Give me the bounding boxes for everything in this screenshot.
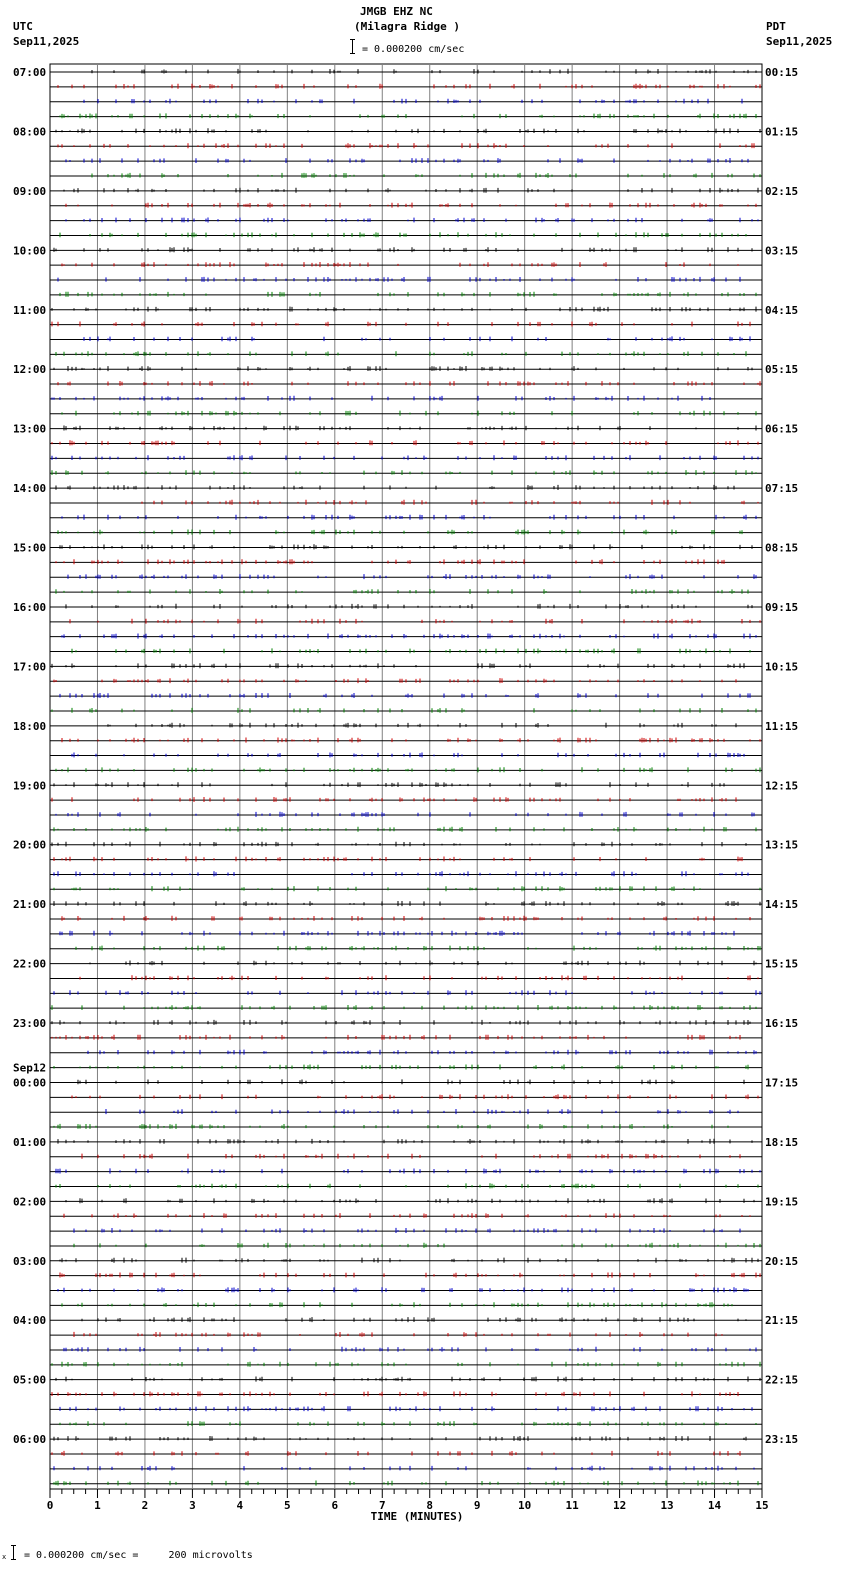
trace-wiggle xyxy=(60,1273,760,1278)
trace-wiggle xyxy=(58,381,760,386)
trace-wiggle xyxy=(106,1109,738,1114)
left-hour-label: 21:00 xyxy=(13,898,47,912)
trace-wiggle xyxy=(80,975,758,980)
x-tick-label: 13 xyxy=(660,1499,674,1512)
left-hour-label: 22:00 xyxy=(13,957,47,971)
trace-wiggle xyxy=(54,871,748,876)
x-tick-label: 11 xyxy=(565,1499,579,1512)
trace-wiggle xyxy=(76,946,760,951)
trace-wiggle xyxy=(62,262,738,267)
x-tick-label: 3 xyxy=(189,1499,196,1512)
trace-lines xyxy=(50,69,762,1486)
trace-wiggle xyxy=(68,574,756,579)
trace-wiggle xyxy=(60,1258,758,1263)
right-date: Sep11,2025 xyxy=(766,35,833,48)
trace-wiggle xyxy=(56,812,754,817)
trace-wiggle xyxy=(62,634,756,639)
x-tick-label: 12 xyxy=(612,1499,627,1512)
right-hour-label: 00:15 xyxy=(765,66,799,79)
trace-wiggle xyxy=(84,99,742,104)
trace-wiggle xyxy=(54,856,742,861)
right-hour-label: 03:15 xyxy=(765,244,799,258)
left-hour-label: 04:00 xyxy=(13,1314,47,1328)
left-hour-label: 11:00 xyxy=(13,303,47,317)
trace-wiggle xyxy=(54,1466,754,1471)
right-hour-label: 15:15 xyxy=(765,957,799,971)
right-hour-label: 04:15 xyxy=(765,303,799,317)
footer-scale-text: = 0.000200 cm/sec = 200 microvolts xyxy=(24,1550,253,1561)
trace-wiggle xyxy=(72,753,744,758)
trace-wiggle xyxy=(54,827,756,832)
right-hour-label: 14:15 xyxy=(765,898,799,912)
x-tick-label: 10 xyxy=(518,1499,532,1512)
x-tick-label: 0 xyxy=(46,1499,54,1512)
left-hour-label: 23:00 xyxy=(13,1017,47,1031)
trace-wiggle xyxy=(52,1451,740,1456)
trace-wiggle xyxy=(64,1347,756,1352)
right-hour-label: 12:15 xyxy=(765,779,799,793)
trace-wiggle xyxy=(52,307,756,312)
trace-wiggle xyxy=(62,916,750,921)
trace-wiggle xyxy=(78,1079,744,1084)
x-tick-label: 4 xyxy=(236,1499,244,1512)
trace-wiggle xyxy=(52,708,756,713)
trace-wiggle xyxy=(54,1065,748,1070)
trace-wiggle xyxy=(66,158,748,163)
trace-wiggle xyxy=(58,530,742,535)
trace-wiggle xyxy=(90,961,756,966)
right-hour-label: 09:15 xyxy=(765,600,799,614)
left-hour-label: 18:00 xyxy=(13,719,47,733)
trace-wiggle xyxy=(58,1287,748,1292)
trace-wiggle xyxy=(60,292,756,297)
trace-wiggle xyxy=(64,1213,750,1218)
scale-text: = 0.000200 cm/sec xyxy=(362,44,465,55)
trace-wiggle xyxy=(56,1168,760,1173)
right-hour-label: 07:15 xyxy=(765,482,799,496)
right-hour-label: 02:15 xyxy=(765,184,799,198)
trace-wiggle xyxy=(54,366,752,371)
trace-wiggle xyxy=(142,500,758,505)
date-change-label: Sep12 xyxy=(13,1061,47,1075)
trace-wiggle xyxy=(92,69,756,74)
trace-wiggle xyxy=(72,648,750,653)
right-hour-label: 20:15 xyxy=(765,1254,799,1268)
trace-wiggle xyxy=(52,440,758,445)
trace-wiggle xyxy=(58,143,754,148)
right-hour-label: 16:15 xyxy=(765,1017,799,1031)
trace-wiggle xyxy=(52,1362,760,1367)
trace-wiggle xyxy=(56,128,760,133)
left-hour-label: 00:00 xyxy=(13,1076,47,1090)
trace-wiggle xyxy=(56,1377,760,1382)
trace-wiggle xyxy=(54,247,752,252)
left-date: Sep11,2025 xyxy=(13,35,80,48)
right-hour-label: 05:15 xyxy=(765,363,799,377)
trace-wiggle xyxy=(56,767,760,772)
trace-wiggle xyxy=(52,1035,740,1040)
trace-wiggle xyxy=(52,1005,756,1010)
trace-wiggle xyxy=(62,1302,732,1307)
trace-wiggle xyxy=(52,1020,750,1025)
trace-wiggle xyxy=(52,455,758,460)
left-timezone: UTC xyxy=(13,20,33,33)
trace-wiggle xyxy=(58,84,760,89)
trace-wiggle xyxy=(58,1139,752,1144)
trace-wiggle xyxy=(82,1154,740,1159)
trace-wiggle xyxy=(64,426,756,431)
left-hour-label: 17:00 xyxy=(13,660,47,674)
trace-wiggle xyxy=(56,559,724,564)
trace-wiggle xyxy=(56,351,746,356)
trace-wiggle xyxy=(84,336,750,341)
right-hour-label: 23:15 xyxy=(765,1433,799,1447)
trace-wiggle xyxy=(82,1317,746,1322)
x-tick-label: 2 xyxy=(141,1499,149,1512)
trace-wiggle xyxy=(70,619,760,624)
left-hour-label: 07:00 xyxy=(13,66,47,79)
trace-wiggle xyxy=(60,1406,752,1411)
x-tick-label: 7 xyxy=(378,1499,386,1512)
left-hour-label: 08:00 xyxy=(13,125,47,139)
left-hour-label: 02:00 xyxy=(13,1195,47,1209)
right-hour-label: 18:15 xyxy=(765,1135,799,1149)
x-tick-label: 15 xyxy=(755,1499,769,1512)
x-axis-label: TIME (MINUTES) xyxy=(370,1510,464,1523)
x-tick-label: 6 xyxy=(331,1499,339,1512)
trace-wiggle xyxy=(54,1481,758,1486)
left-hour-label: 03:00 xyxy=(13,1254,47,1268)
trace-wiggle xyxy=(66,604,752,609)
trace-wiggle xyxy=(74,1228,740,1233)
footer-scale-bar-icon xyxy=(11,1545,17,1560)
footer-marker: x xyxy=(2,1553,7,1561)
trace-wiggle xyxy=(60,113,756,118)
left-hour-label: 15:00 xyxy=(13,541,47,555)
right-hour-label: 01:15 xyxy=(765,125,799,139)
right-hour-label: 08:15 xyxy=(765,541,799,555)
left-hour-label: 05:00 xyxy=(13,1373,47,1387)
axis-labels xyxy=(13,66,798,1523)
right-hour-label: 10:15 xyxy=(765,660,799,674)
left-hour-label: 06:00 xyxy=(13,1433,47,1447)
trace-wiggle xyxy=(56,1183,758,1188)
trace-wiggle xyxy=(66,218,758,223)
trace-wiggle xyxy=(74,1243,760,1248)
trace-wiggle xyxy=(54,1124,728,1129)
left-hour-label: 13:00 xyxy=(13,422,47,436)
right-timezone: PDT xyxy=(766,20,786,33)
trace-wiggle xyxy=(56,485,734,490)
trace-wiggle xyxy=(66,1198,754,1203)
trace-wiggle xyxy=(60,232,746,237)
trace-wiggle xyxy=(66,203,756,208)
trace-wiggle xyxy=(62,411,756,416)
trace-wiggle xyxy=(64,188,758,193)
trace-wiggle xyxy=(54,782,724,787)
trace-wiggle xyxy=(60,1421,756,1426)
trace-wiggle xyxy=(52,842,746,847)
left-hour-label: 01:00 xyxy=(13,1135,47,1149)
trace-wiggle xyxy=(60,544,752,549)
trace-wiggle xyxy=(54,886,760,891)
trace-wiggle xyxy=(52,396,710,401)
left-hour-label: 09:00 xyxy=(13,184,47,198)
trace-wiggle xyxy=(52,470,756,475)
right-hour-label: 19:15 xyxy=(765,1195,799,1209)
right-hour-label: 13:15 xyxy=(765,838,799,852)
left-hour-label: 14:00 xyxy=(13,482,47,496)
trace-wiggle xyxy=(54,1436,746,1441)
right-hour-label: 06:15 xyxy=(765,422,799,436)
trace-wiggle xyxy=(54,990,760,995)
station-location: (Milagra Ridge ) xyxy=(354,20,460,33)
trace-wiggle xyxy=(52,797,736,802)
station-name: JMGB EHZ NC xyxy=(360,5,433,18)
right-hour-label: 11:15 xyxy=(765,719,799,733)
trace-wiggle xyxy=(60,931,734,936)
trace-wiggle xyxy=(62,515,756,520)
left-hour-label: 16:00 xyxy=(13,600,47,614)
trace-wiggle xyxy=(52,663,744,668)
trace-wiggle xyxy=(52,1391,738,1396)
trace-wiggle xyxy=(108,723,736,728)
left-hour-label: 19:00 xyxy=(13,779,47,793)
trace-wiggle xyxy=(60,693,750,698)
trace-wiggle xyxy=(52,322,750,327)
trace-wiggle xyxy=(54,678,736,683)
x-tick-label: 8 xyxy=(426,1499,434,1512)
right-hour-label: 22:15 xyxy=(765,1373,799,1387)
x-tick-label: 1 xyxy=(94,1499,101,1512)
trace-wiggle xyxy=(62,738,760,743)
right-hour-label: 17:15 xyxy=(765,1076,799,1090)
left-hour-label: 10:00 xyxy=(13,244,47,258)
left-hour-label: 20:00 xyxy=(13,838,47,852)
right-hour-label: 21:15 xyxy=(765,1314,799,1328)
trace-wiggle xyxy=(74,1332,722,1337)
trace-wiggle xyxy=(88,1050,756,1055)
x-tick-label: 5 xyxy=(284,1499,291,1512)
trace-wiggle xyxy=(72,1094,758,1099)
trace-wiggle xyxy=(56,589,748,594)
x-tick-label: 9 xyxy=(473,1499,481,1512)
trace-wiggle xyxy=(54,901,760,906)
trace-wiggle xyxy=(58,277,740,282)
left-hour-label: 12:00 xyxy=(13,363,47,377)
x-tick-label: 14 xyxy=(707,1499,722,1512)
